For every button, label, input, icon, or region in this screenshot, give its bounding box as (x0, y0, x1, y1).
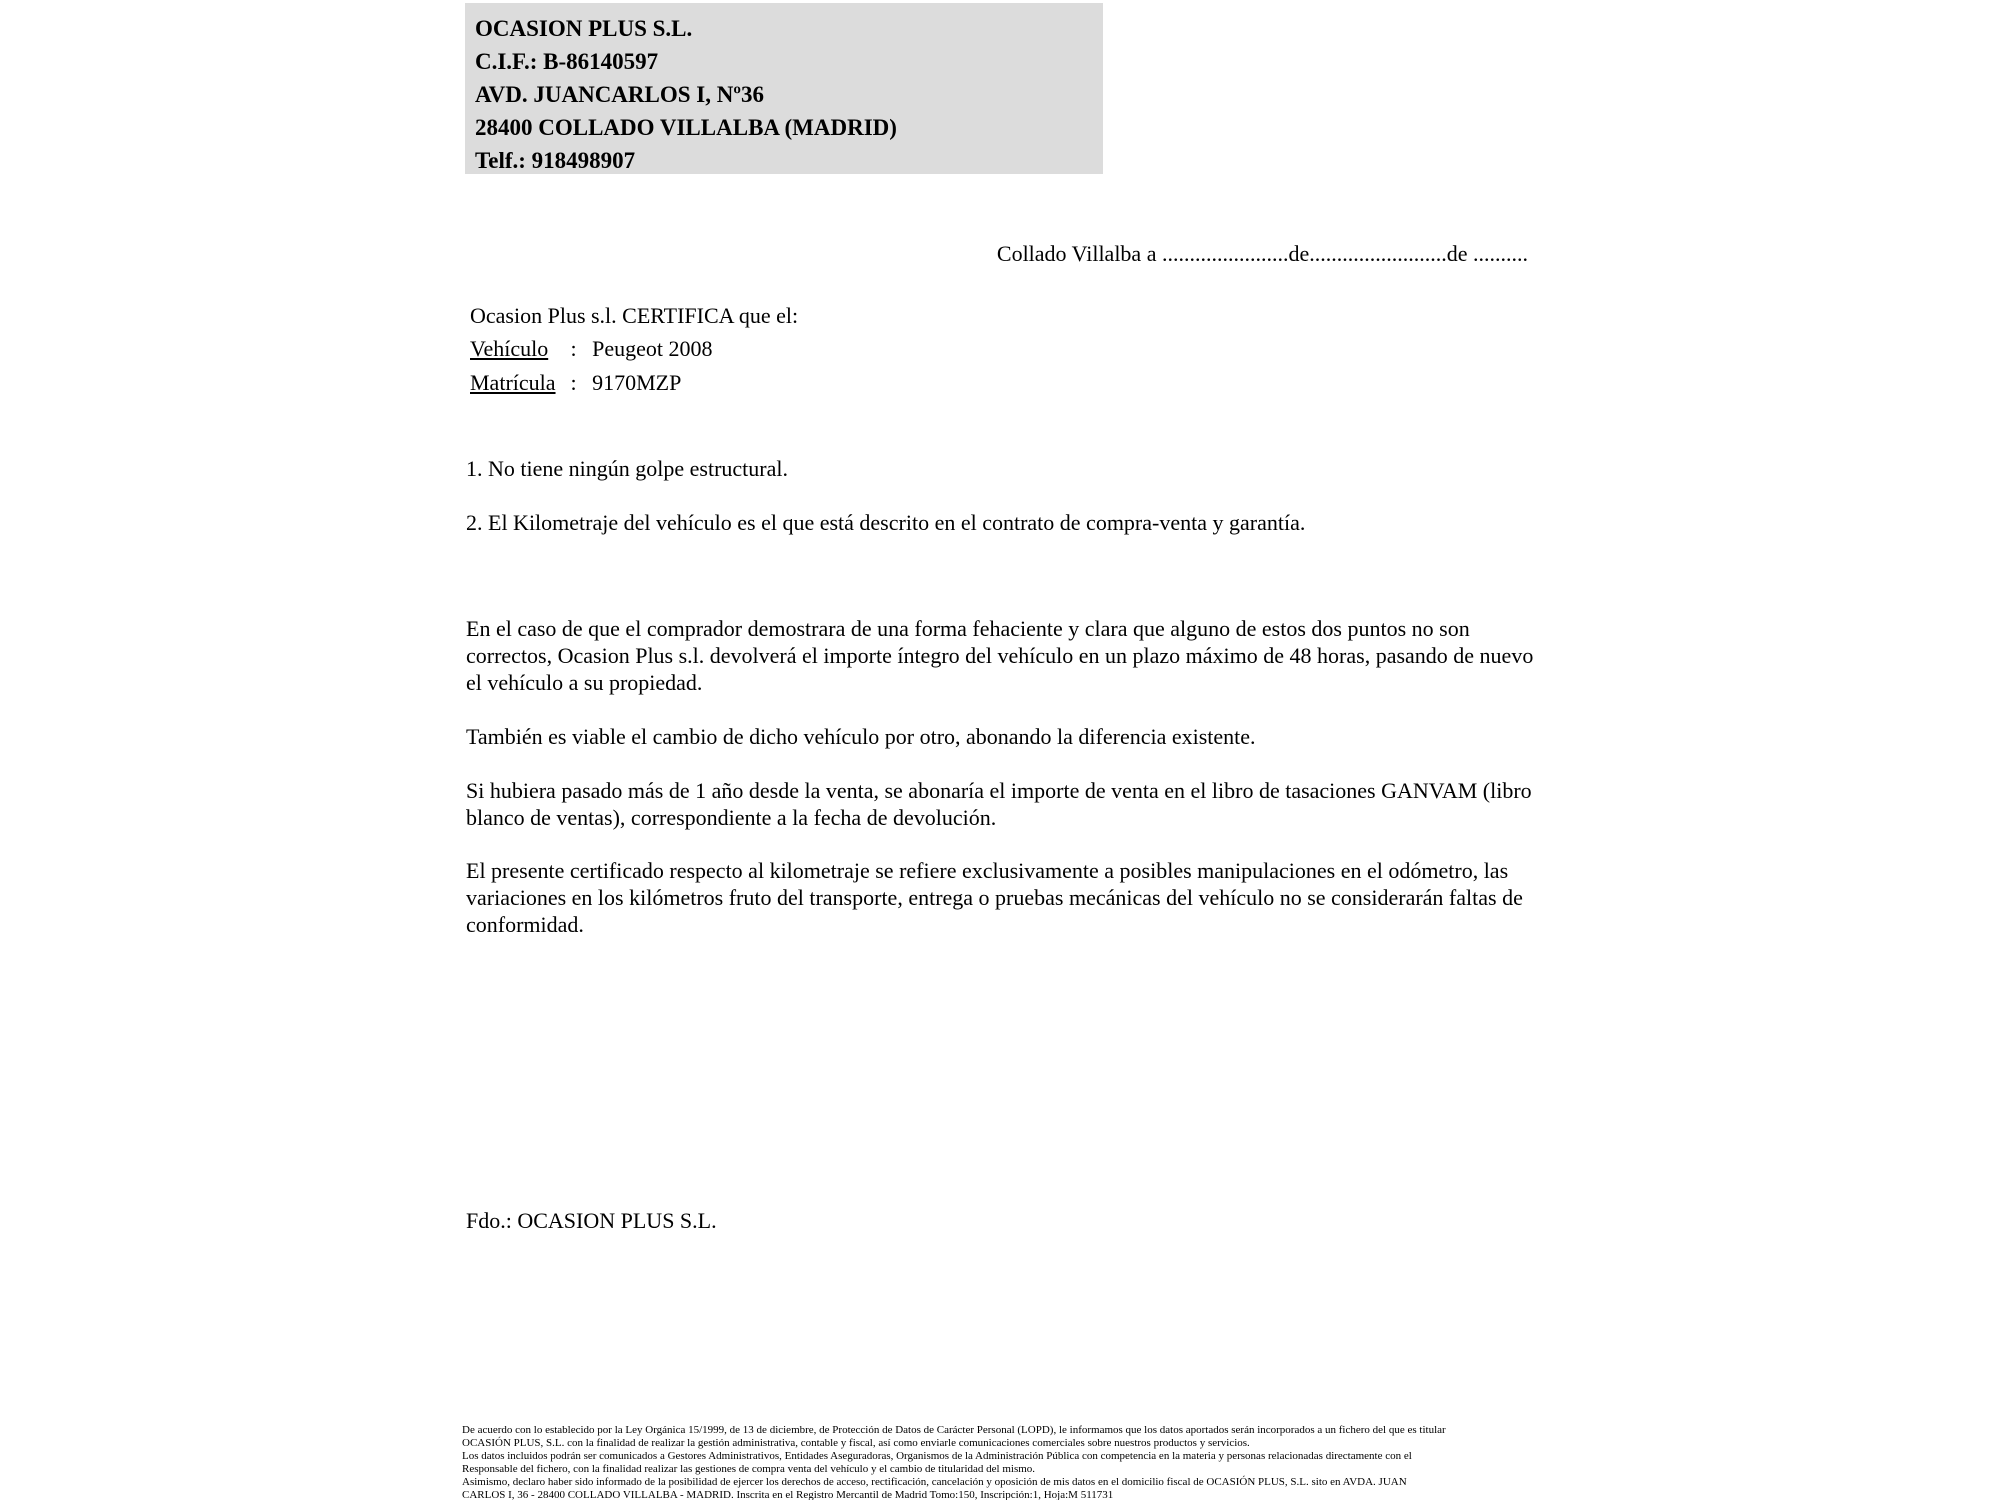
company-name: OCASION PLUS S.L. (475, 16, 693, 41)
plate-field-label: Matrícula (470, 370, 556, 395)
vehicle-field-separator: : (570, 336, 577, 361)
legal-line-recipients: Los datos incluidos podrán ser comunicados a Gestores Administrativos, Entidades Aseguradoras, Organismos de la Administración Pública con competencia en la materia y personas relacionadas directamente con el (462, 1450, 1412, 1462)
legal-line-registry: CARLOS I, 36 - 28400 COLLADO VILLALBA - MADRID. Inscrita en el Registro Mercantil de Madrid Tomo:150, Inscripción:1, Hoja:M 511731 (462, 1489, 1114, 1500)
paragraph-refund-terms: En el caso de que el comprador demostrara de una forma fehaciente y clara que alguno de estos dos puntos no son correctos, Ocasion Plus s.l. devolverá el importe íntegro del vehículo en un plazo máximo de 48 horas, pasando de nuevo el vehículo a su propiedad. (466, 616, 1534, 695)
legal-notice-block (462, 1424, 1557, 1500)
company-cif: C.I.F.: B-86140597 (475, 49, 659, 74)
legal-line-rights: Asimismo, declaro haber sido informado de la posibilidad de ejercer los derechos de acceso, rectificación, cancelación y oposición de mis datos en el domicilio fiscal de OCASIÓN PLUS, S.L. sito en AVDA. JUAN (462, 1476, 1407, 1488)
paragraph-exchange-option: También es viable el cambio de dicho vehículo por otro, abonando la diferencia existente. (466, 724, 1256, 749)
plate-field-value: 9170MZP (592, 370, 682, 395)
plate-field-separator: : (570, 370, 577, 395)
vehicle-field-label: Vehículo (470, 336, 549, 361)
date-line: Collado Villalba a .......................de.........................de .......... (996, 241, 1528, 266)
company-phone: Telf.: 918498907 (475, 148, 636, 173)
signature-line: Fdo.: OCASION PLUS S.L. (466, 1208, 717, 1233)
legal-line-responsible: Responsable del fichero, con la finalidad realizar las gestiones de compra venta del vehículo y el cambio de titularidad del mismo. (462, 1463, 1036, 1475)
paragraph-ganvam-valuation: Si hubiera pasado más de 1 año desde la venta, se abonaría el importe de venta en el libro de tasaciones GANVAM (libro blanco de ventas), correspondiente a la fecha de devolución. (466, 778, 1532, 830)
certify-intro: Ocasion Plus s.l. CERTIFICA que el: (470, 303, 799, 328)
vehicle-field-row (470, 336, 713, 362)
legal-line-purpose: OCASIÓN PLUS, S.L. con la finalidad de realizar la gestión administrativa, contable y fiscal, así como enviarle comunicaciones comerciales sobre nuestros productos y servicios. (462, 1437, 1250, 1449)
company-address: AVD. JUANCARLOS I, Nº36 (475, 82, 764, 107)
legal-line-lopd: De acuerdo con lo establecido por la Ley Orgánica 15/1999, de 13 de diciembre, de Protección de Datos de Carácter Personal (LOPD), le informamos que los datos aportados serán incorporados a un fichero del que es titular (462, 1424, 1446, 1436)
clause-2: 2. El Kilometraje del vehículo es el que está descrito en el contrato de compra-venta y garantía. (466, 510, 1306, 535)
clause-1: 1. No tiene ningún golpe estructural. (466, 456, 788, 481)
plate-field-row (470, 370, 681, 396)
paragraph-odometer-disclaimer: El presente certificado respecto al kilometraje se refiere exclusivamente a posibles manipulaciones en el odómetro, las variaciones en los kilómetros fruto del transporte, entrega o pruebas mecánicas del vehículo no se considerarán faltas de conformidad. (466, 858, 1523, 937)
vehicle-field-value: Peugeot 2008 (592, 336, 713, 361)
company-postal-city: 28400 COLLADO VILLALBA (MADRID) (475, 115, 897, 140)
letterhead-box (465, 3, 1103, 174)
